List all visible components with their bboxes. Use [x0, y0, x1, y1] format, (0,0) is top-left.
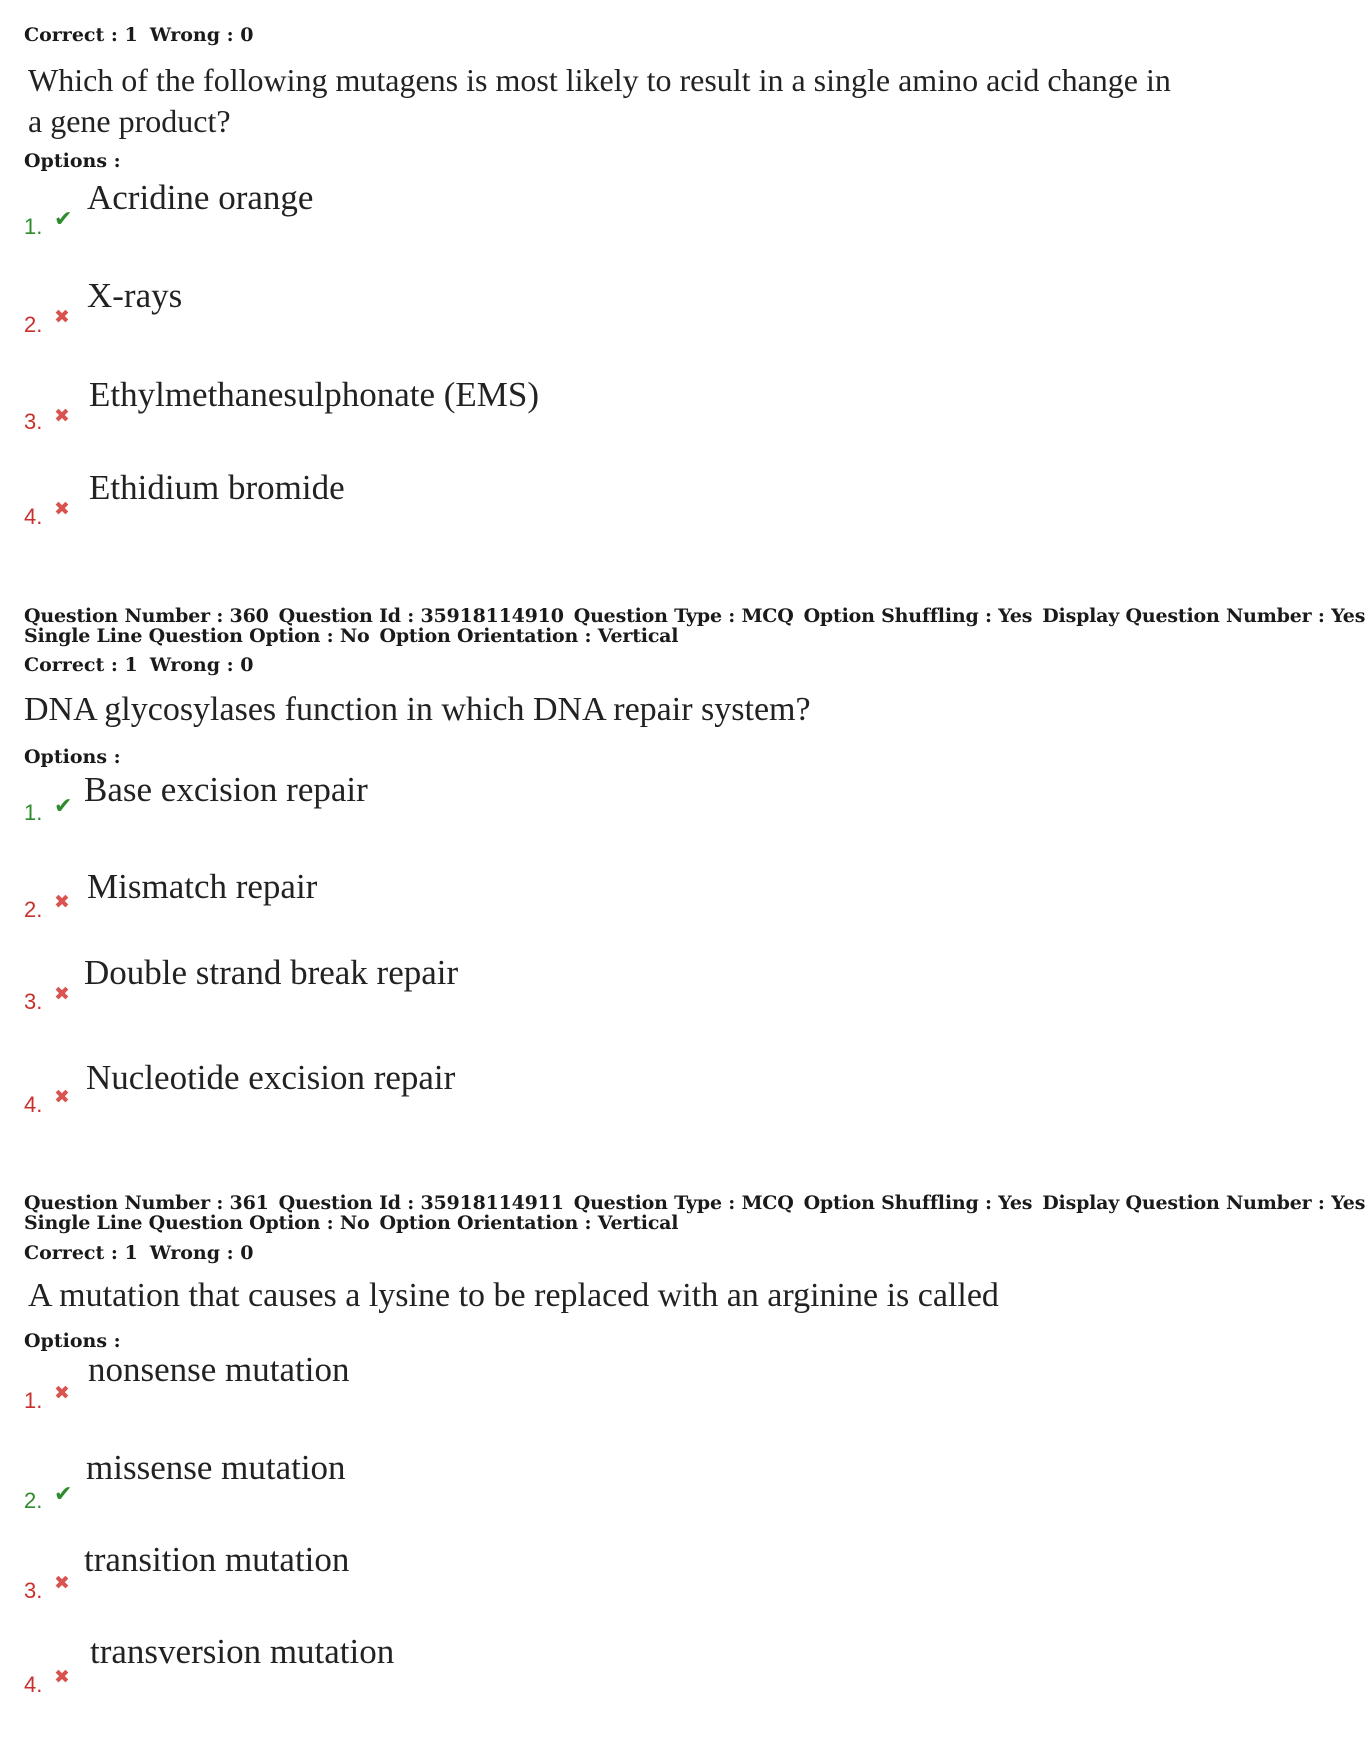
option-number: 3.: [24, 409, 43, 434]
option-text: transversion mutation: [90, 1632, 395, 1671]
option-text: Ethylmethanesulphonate (EMS): [89, 375, 540, 414]
question-text: DNA glycosylases function in which DNA repair system?: [24, 691, 811, 728]
option-item: [24, 375, 924, 435]
cross-icon: ✖: [54, 1572, 70, 1594]
option-item: [24, 1448, 924, 1513]
cross-icon: ✖: [54, 983, 70, 1005]
option-number: 1.: [24, 214, 43, 239]
option-text: Acridine orange: [87, 178, 314, 217]
meta-line-2: [24, 626, 1214, 647]
option-item: [24, 468, 924, 528]
options-label: Options :: [24, 150, 121, 172]
option-text: missense mutation: [86, 1448, 346, 1487]
display-question-number: Display Question Number : Yes: [1042, 605, 1365, 627]
question-meta: [24, 605, 1365, 647]
option-item: [24, 772, 924, 832]
option-number: 4.: [24, 504, 43, 529]
check-icon: ✔: [54, 207, 73, 232]
option-number: 2.: [24, 312, 43, 337]
cross-icon: ✖: [54, 1382, 70, 1404]
score-line: [24, 654, 1214, 676]
question-type: Question Type : MCQ: [573, 1192, 794, 1214]
option-text: Nucleotide excision repair: [86, 1058, 456, 1097]
option-text: Base excision repair: [84, 770, 368, 809]
options-label: Options :: [24, 1330, 121, 1352]
option-text: Ethidium bromide: [89, 468, 345, 507]
cross-icon: ✖: [54, 1666, 70, 1688]
option-number: 2.: [24, 897, 43, 922]
option-item: [24, 1352, 924, 1412]
wrong-marks: Wrong : 0: [149, 654, 254, 676]
check-icon: ✔: [54, 1482, 73, 1507]
question-id: Question Id : 35918114911: [278, 1192, 564, 1214]
cross-icon: ✖: [54, 1086, 70, 1108]
option-number: 4.: [24, 1672, 43, 1697]
option-text: Mismatch repair: [87, 867, 318, 906]
option-item: [24, 869, 924, 929]
option-number: 2.: [24, 1488, 43, 1513]
option-text: Double strand break repair: [84, 953, 459, 992]
correct-marks: Correct : 1: [24, 654, 138, 676]
option-shuffling: Option Shuffling : Yes: [803, 1192, 1033, 1214]
question-type: Question Type : MCQ: [573, 605, 794, 627]
option-item: [24, 1632, 924, 1697]
option-number: 1.: [24, 1388, 43, 1413]
option-text: nonsense mutation: [88, 1350, 350, 1389]
correct-marks: Correct : 1: [24, 1242, 138, 1264]
option-shuffling: Option Shuffling : Yes: [803, 605, 1033, 627]
cross-icon: ✖: [54, 405, 70, 427]
question-text: A mutation that causes a lysine to be replaced with an arginine is called: [28, 1277, 999, 1314]
question-id: Question Id : 35918114910: [278, 605, 564, 627]
option-item: [24, 955, 924, 1015]
wrong-marks: Wrong : 0: [149, 24, 254, 46]
option-text: transition mutation: [84, 1540, 350, 1579]
option-number: 3.: [24, 989, 43, 1014]
question-text: Which of the following mutagens is most likely to result in a single amino acid change in a gene product?: [28, 62, 1171, 139]
option-number: 1.: [24, 800, 43, 825]
meta-line-1: [24, 1192, 1365, 1214]
option-item: [24, 1542, 924, 1602]
question-block-359: [24, 24, 1214, 46]
cross-icon: ✖: [54, 891, 70, 913]
option-item: [24, 276, 924, 336]
question-number: Question Number : 361: [24, 1192, 269, 1214]
correct-marks: Correct : 1: [24, 24, 138, 46]
meta-line-2: [24, 1213, 1214, 1234]
wrong-marks: Wrong : 0: [149, 1242, 254, 1264]
question-number: Question Number : 360: [24, 605, 269, 627]
option-item: [24, 1060, 924, 1120]
score-line: [24, 1242, 1214, 1264]
check-icon: ✔: [54, 794, 73, 819]
score-line: [24, 24, 1214, 46]
option-orientation: Option Orientation : Vertical: [379, 1212, 679, 1234]
meta-line-1: [24, 605, 1365, 627]
options-label: Options :: [24, 746, 121, 768]
option-number: 4.: [24, 1092, 43, 1117]
single-line-option: Single Line Question Option : No: [24, 625, 370, 647]
display-question-number: Display Question Number : Yes: [1042, 1192, 1365, 1214]
option-item: [24, 178, 924, 238]
question-meta: [24, 1192, 1365, 1234]
option-orientation: Option Orientation : Vertical: [379, 625, 679, 647]
cross-icon: ✖: [54, 306, 70, 328]
single-line-option: Single Line Question Option : No: [24, 1212, 370, 1234]
option-number: 3.: [24, 1578, 43, 1603]
option-text: X-rays: [87, 276, 183, 315]
cross-icon: ✖: [54, 498, 70, 520]
